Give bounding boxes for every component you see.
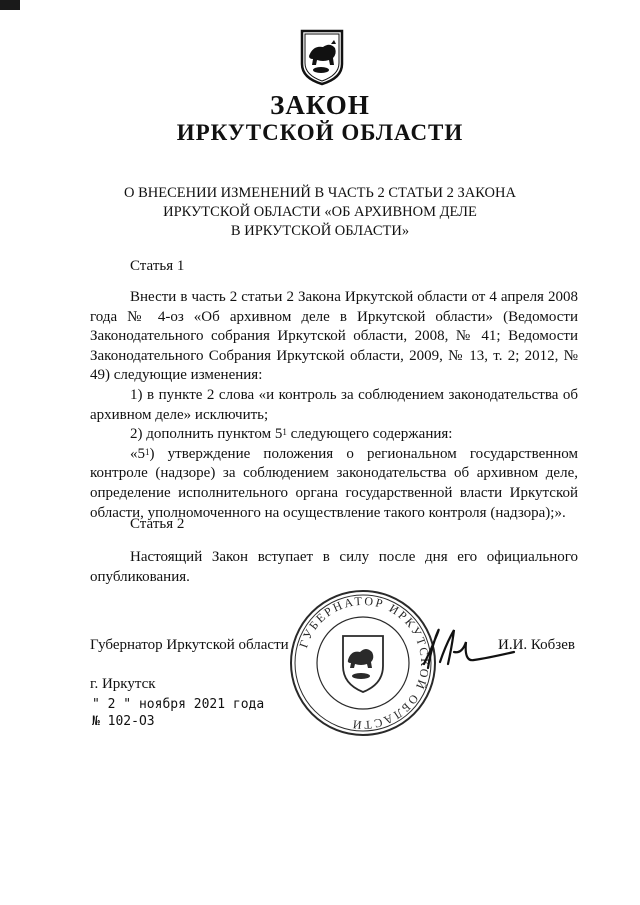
subject-line: ИРКУТСКОЙ ОБЛАСТИ «ОБ АРХИВНОМ ДЕЛЕ: [163, 204, 477, 220]
article-1-item-2: [90, 425, 578, 445]
article-1-quote: [90, 445, 578, 523]
article-2-text: Настоящий Закон вступает в силу после дня его официального опубликования.: [90, 549, 578, 585]
article-1-body: [90, 288, 578, 523]
signatory-position: Губернатор Иркутской области: [90, 637, 289, 653]
article-2-heading: Статья 2: [130, 516, 185, 532]
subject-line: В ИРКУТСКОЙ ОБЛАСТИ»: [230, 223, 410, 239]
coat-of-arms-icon: [299, 28, 345, 86]
signing-date: " 2 " ноября 2021 года: [92, 697, 265, 712]
official-seal-icon: [288, 588, 438, 738]
item-2-text: следующего содержания:: [286, 426, 453, 443]
article-1-item-1: 1) в пункте 2 слова «и контроль за соблюдением законодательства об архивном деле» исключить;: [90, 386, 578, 423]
item-2-text: 2) дополнить пунктом 5: [130, 426, 283, 443]
superscript: 1: [282, 427, 287, 438]
signatory-name: И.И. Кобзев: [498, 637, 575, 653]
subject-line: О ВНЕСЕНИИ ИЗМЕНЕНИЙ В ЧАСТЬ 2 СТАТЬИ 2 ЗАКОНА: [124, 185, 516, 201]
article-1-intro: Внести в часть 2 статьи 2 Закона Иркутской области от 4 апреля 2008 года № 4-оз «Об архивном деле в Иркутской области» (Ведомости Законодательного собрания Иркутской области, 2008, № 41; Ведомости Законодательного Собрания Иркутской области, 2009, № 13, т. 2; 2012, № 49) следующие изменения:: [90, 289, 578, 384]
law-subject: [100, 184, 540, 241]
seal-text: ГУБЕРНАТОР ИРКУТСКОЙ ОБЛАСТИ: [296, 593, 433, 733]
article-2-body: [90, 548, 578, 587]
law-number: № 102-ОЗ: [92, 714, 155, 729]
quote-open: «5: [130, 445, 145, 462]
document-region: ИРКУТСКОЙ ОБЛАСТИ: [176, 120, 464, 145]
superscript: 1: [145, 446, 150, 457]
quote-text: ) утверждение положения о региональном государственном контроле (надзоре) за соблюдением законодательства об архивном деле, определение исполнительного органа государственной власти Иркутской области, уполномоченного на осуществление такого контроля (надзора);».: [90, 445, 578, 521]
scan-corner-mark: [0, 0, 20, 10]
document-title: ЗАКОН: [270, 90, 370, 120]
place-of-signing: г. Иркутск: [90, 676, 156, 692]
article-1-heading: Статья 1: [130, 258, 185, 274]
